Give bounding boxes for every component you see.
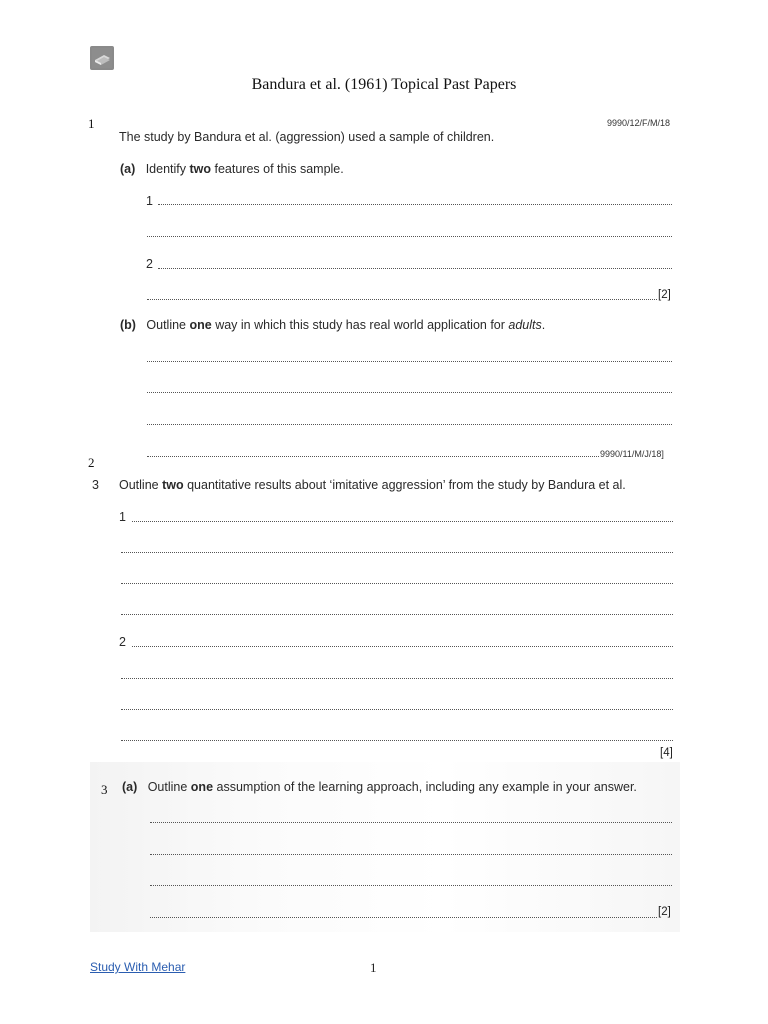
part-label: (a) <box>120 162 136 176</box>
text: quantitative results about ‘imitative aggression’ from the study by Bandura et al. <box>183 478 626 492</box>
text: Outline <box>146 318 190 332</box>
question-3a <box>122 780 637 794</box>
text: Outline <box>119 478 163 492</box>
answer-line[interactable] <box>147 424 672 425</box>
footer-link[interactable]: Study With Mehar <box>90 960 186 974</box>
paper-code-mark: 9990/11/M/J/18] <box>600 449 664 459</box>
emphasis: one <box>189 318 212 332</box>
mark-allocation: [2] <box>658 289 671 301</box>
text: way in which this study has real world application for <box>211 318 509 332</box>
answer-line[interactable] <box>150 885 672 886</box>
question-number-1: 1 <box>88 116 95 131</box>
question-1a <box>120 162 344 176</box>
answer-item-number: 2 <box>146 257 153 271</box>
text: assumption of the learning approach, including any example in your answer. <box>213 780 637 794</box>
part-label: (a) <box>122 780 138 794</box>
part-label: (b) <box>120 318 136 332</box>
answer-line[interactable] <box>150 917 657 918</box>
question-number-2: 2 <box>88 455 95 470</box>
question-2-stem <box>119 478 626 492</box>
question-1-stem: The study by Bandura et al. (aggression) used a sample of children. <box>119 130 495 144</box>
text: features of this sample. <box>211 162 344 176</box>
answer-line[interactable] <box>147 299 657 300</box>
answer-line[interactable] <box>132 646 673 647</box>
answer-item-number: 1 <box>146 194 153 208</box>
mark-allocation: [4] <box>660 747 673 759</box>
paper-code: 9990/12/F/M/18 <box>607 118 671 128</box>
answer-line[interactable] <box>121 678 673 679</box>
emphasis: one <box>190 780 214 794</box>
emphasis: two <box>162 478 184 492</box>
answer-line[interactable] <box>147 392 672 393</box>
text: Identify <box>145 162 190 176</box>
answer-line[interactable] <box>121 740 673 741</box>
page-number: 1 <box>370 960 377 975</box>
original-question-number: 3 <box>92 478 99 492</box>
answer-line[interactable] <box>150 854 672 855</box>
answer-line[interactable] <box>121 614 673 615</box>
emphasis: two <box>189 162 212 176</box>
page-title: Bandura et al. (1961) Topical Past Papers <box>251 76 517 93</box>
answer-line[interactable] <box>147 456 599 457</box>
answer-item-number: 2 <box>119 635 126 649</box>
answer-line[interactable] <box>147 361 672 362</box>
answer-line[interactable] <box>132 521 673 522</box>
answer-line[interactable] <box>121 709 673 710</box>
answer-line[interactable] <box>158 204 672 205</box>
italic-text: adults <box>508 318 542 332</box>
answer-line[interactable] <box>147 236 672 237</box>
answer-line[interactable] <box>158 268 672 269</box>
mark-allocation: [2] <box>658 906 671 918</box>
text: Outline <box>147 780 191 794</box>
question-1b <box>120 318 545 332</box>
book-stack-icon <box>90 46 114 70</box>
answer-line[interactable] <box>150 822 672 823</box>
answer-line[interactable] <box>121 552 673 553</box>
answer-line[interactable] <box>121 583 673 584</box>
question-number-3: 3 <box>101 782 108 797</box>
text: . <box>541 318 546 332</box>
answer-item-number: 1 <box>119 510 126 524</box>
